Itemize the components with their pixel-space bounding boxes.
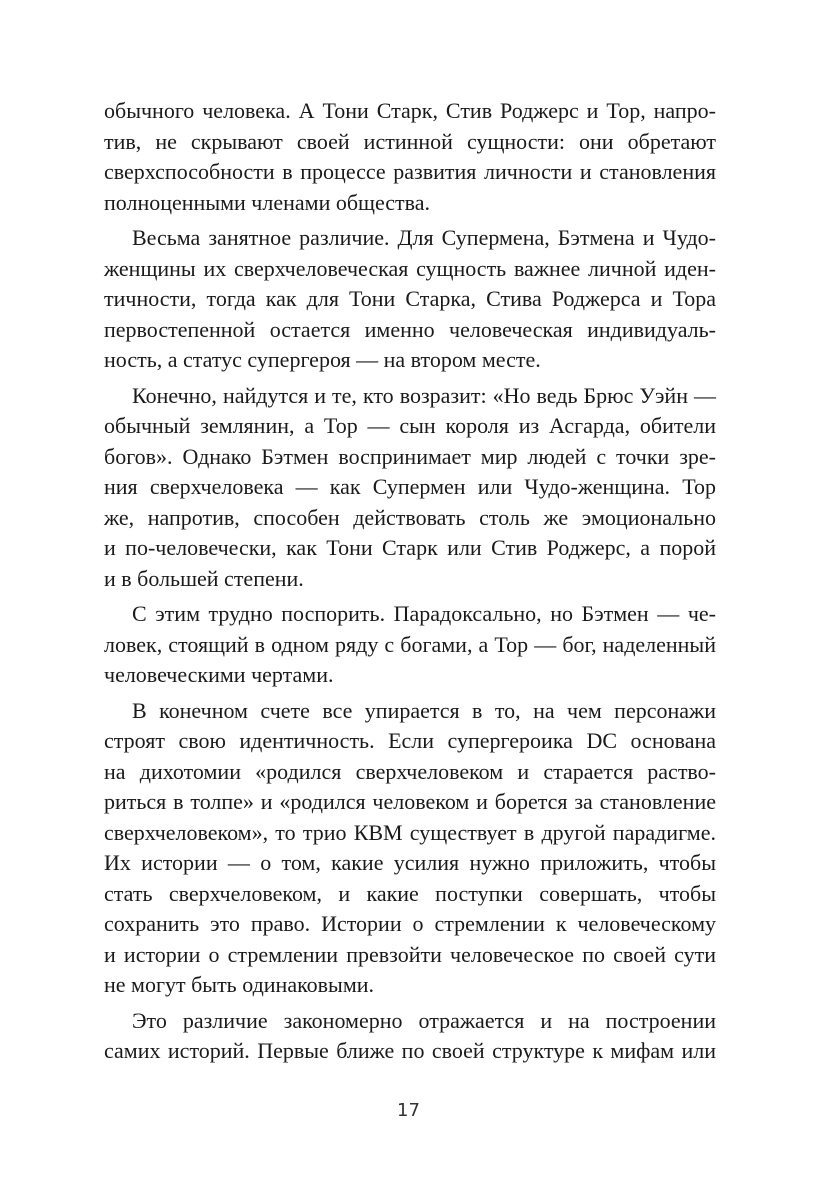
text-line: женщины их сверхчеловеческая сущность важнее личной иден- (104, 255, 716, 281)
text-line: и в большей степени. (104, 565, 304, 591)
text-line: сохранить это право. Истории о стремлении к человеческому (104, 911, 716, 936)
text-line: и истории о стремлении превзойти человеческое по своей сути (104, 941, 716, 967)
text-line: строят свою идентичность. Если супергероика DC основана (104, 728, 716, 753)
text-line: не могут быть одинаковыми. (104, 972, 375, 997)
text-line: тив, не скрывают своей истинной сущности: они обретают (104, 128, 716, 154)
text-line: С этим трудно поспорить. Парадоксально, но Бэтмен — че- (132, 601, 716, 626)
text-line: тичности, тогда как для Тони Старка, Стива Роджерса и Тора (104, 286, 716, 311)
text-line: обычный землянин, а Тор — сын короля из Асгарда, обители (104, 413, 716, 438)
text-line: Их истории — о том, какие усилия нужно приложить, чтобы (104, 850, 716, 875)
text-line: самих историй. Первые ближе по своей структуре к мифам или (104, 1038, 716, 1063)
text-line: ния сверхчеловека — как Супермен или Чудо-женщина. Тор (104, 474, 716, 499)
text-line: Конечно, найдутся и те, кто возразит: «Но ведь Брюс Уэйн — (132, 382, 716, 408)
paragraph (104, 96, 716, 218)
text-line: богов». Однако Бэтмен воспринимает мир людей с точки зре- (104, 443, 716, 469)
text-line: обычного человека. А Тони Старк, Стив Роджерс и Тор, напро- (104, 98, 716, 123)
paragraph (104, 1006, 716, 1067)
text-line: сверхспособности в процессе развития личности и становления (104, 159, 716, 184)
text-line: на дихотомии «родился сверхчеловеком и старается раство- (104, 758, 716, 784)
paragraph (104, 223, 716, 376)
text-line: человеческими чертами. (104, 662, 334, 687)
text-line: полноценными членами общества. (104, 189, 431, 215)
text-line: же, напротив, способен действовать столь же эмоционально (104, 504, 716, 530)
text-line: и по-человечески, как Тони Старк или Стив Роджерс, а порой (104, 535, 716, 560)
text-line: стать сверхчеловеком, и какие поступки совершать, чтобы (104, 880, 716, 906)
text-line: ловек, стоящий в одном ряду с богами, а Тор — бог, наделенный (104, 631, 716, 657)
text-line: Весьма занятное различие. Для Супермена, Бэтмена и Чудо- (132, 225, 716, 250)
text-line: ность, а статус супергероя — на втором месте. (104, 347, 541, 372)
text-line: Это различие закономерно отражается и на построении (132, 1007, 716, 1033)
text-line: В конечном счете все упирается в то, на чем персонажи (132, 697, 716, 723)
page-number: 17 (397, 1100, 420, 1121)
paragraph (104, 599, 716, 691)
paragraph (104, 381, 716, 595)
text-line: первостепенной остается именно человеческая индивидуаль- (104, 316, 716, 342)
body-text (104, 96, 716, 1067)
paragraph (104, 696, 716, 1001)
text-line: сверхчеловеком», то трио КВМ существует в другой парадигме. (104, 819, 716, 845)
text-line: риться в толпе» и «родился человеком и борется за становление (104, 789, 716, 814)
